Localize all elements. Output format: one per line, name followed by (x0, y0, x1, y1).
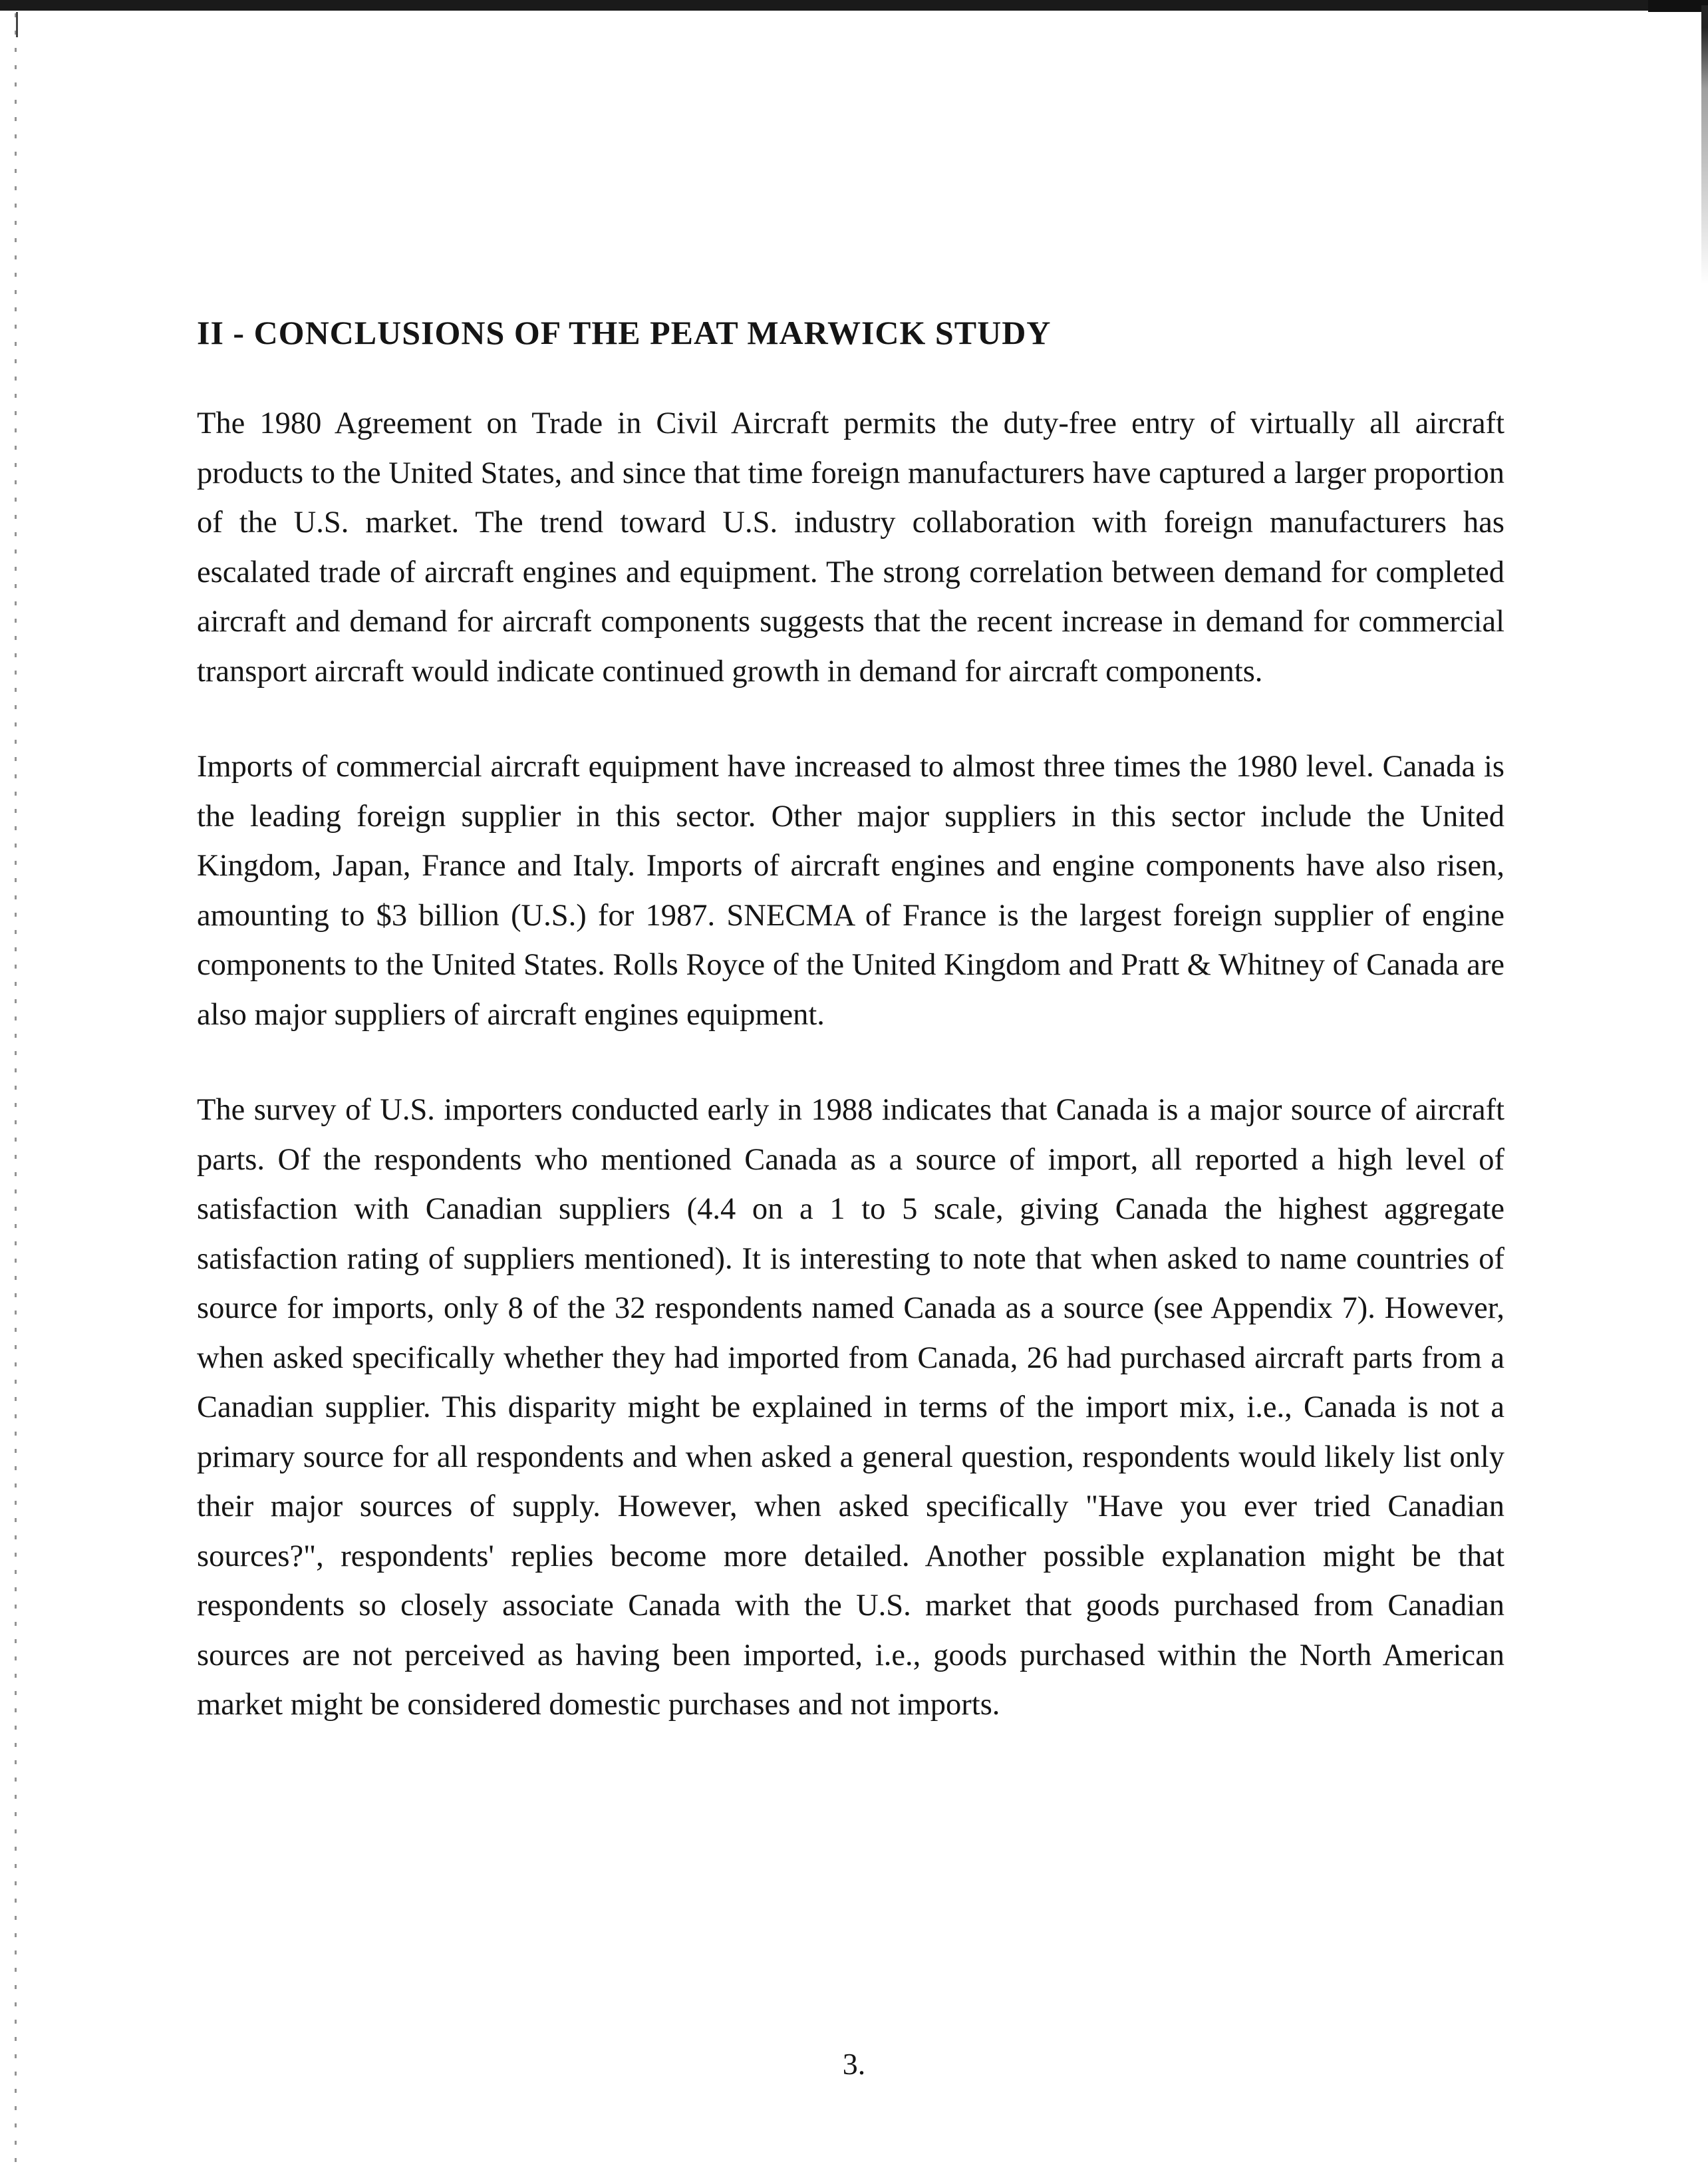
paragraph-imports: Imports of commercial aircraft equipment have increased to almost three times the 1980 level. Canada is the leading foreign supplier in this sector. Other major suppliers in this sector include the United Kingdom, Japan, France and Italy. Imports of aircraft engines and engine components have also risen, amounting to $3 billion (U.S.) for 1987. SNECMA of France is the largest foreign supplier of engine components to the United States. Rolls Royce of the United Kingdom and Pratt & Whitney of Canada are also major suppliers of aircraft engines equipment. (197, 750, 1504, 1032)
section-heading: II - CONCLUSIONS OF THE PEAT MARWICK STUDY (197, 314, 1052, 351)
paragraph-agreement: The 1980 Agreement on Trade in Civil Aircraft permits the duty-free entry of virtually all aircraft products to the United States, and since that time foreign manufacturers have captured a larger proportion of the U.S. market. The trend toward U.S. industry collaboration with foreign manufacturers has escalated trade of aircraft engines and equipment. The strong correlation between demand for completed aircraft and demand for aircraft components suggests that the recent increase in demand for commercial transport aircraft would indicate continued growth in demand for aircraft components. (197, 406, 1504, 689)
page-content (197, 313, 1504, 1776)
scan-right-edge (1701, 5, 1708, 285)
paragraph-survey: The survey of U.S. importers conducted early in 1988 indicates that Canada is a major source of aircraft parts. Of the respondents who mentioned Canada as a source of import, all reported a high level of satisfaction with Canadian suppliers (4.4 on a 1 to 5 scale, giving Canada the highest aggregate satisfaction rating of suppliers mentioned). It is interesting to note that when asked to name countries of source for imports, only 8 of the 32 respondents named Canada as a source (see Appendix 7). However, when asked specifically whether they had imported from Canada, 26 had purchased aircraft parts from a Canadian supplier. This disparity might be explained in terms of the import mix, i.e., Canada is not a primary source for all respondents and when asked a general question, respondents would likely list only their major sources of supply. However, when asked specifically "Have you ever tried Canadian sources?", respondents' replies become more detailed. Another possible explanation might be that respondents so closely associate Canada with the U.S. market that goods purchased from Canadian sources are not perceived as having been imported, i.e., goods purchased within the North American market might be considered domestic purchases and not imports. (197, 1093, 1504, 1722)
scan-left-edge (15, 13, 17, 2162)
page-number: 3. (842, 2047, 866, 2081)
scan-top-border (0, 0, 1708, 11)
scan-corner-mark (1648, 0, 1708, 12)
